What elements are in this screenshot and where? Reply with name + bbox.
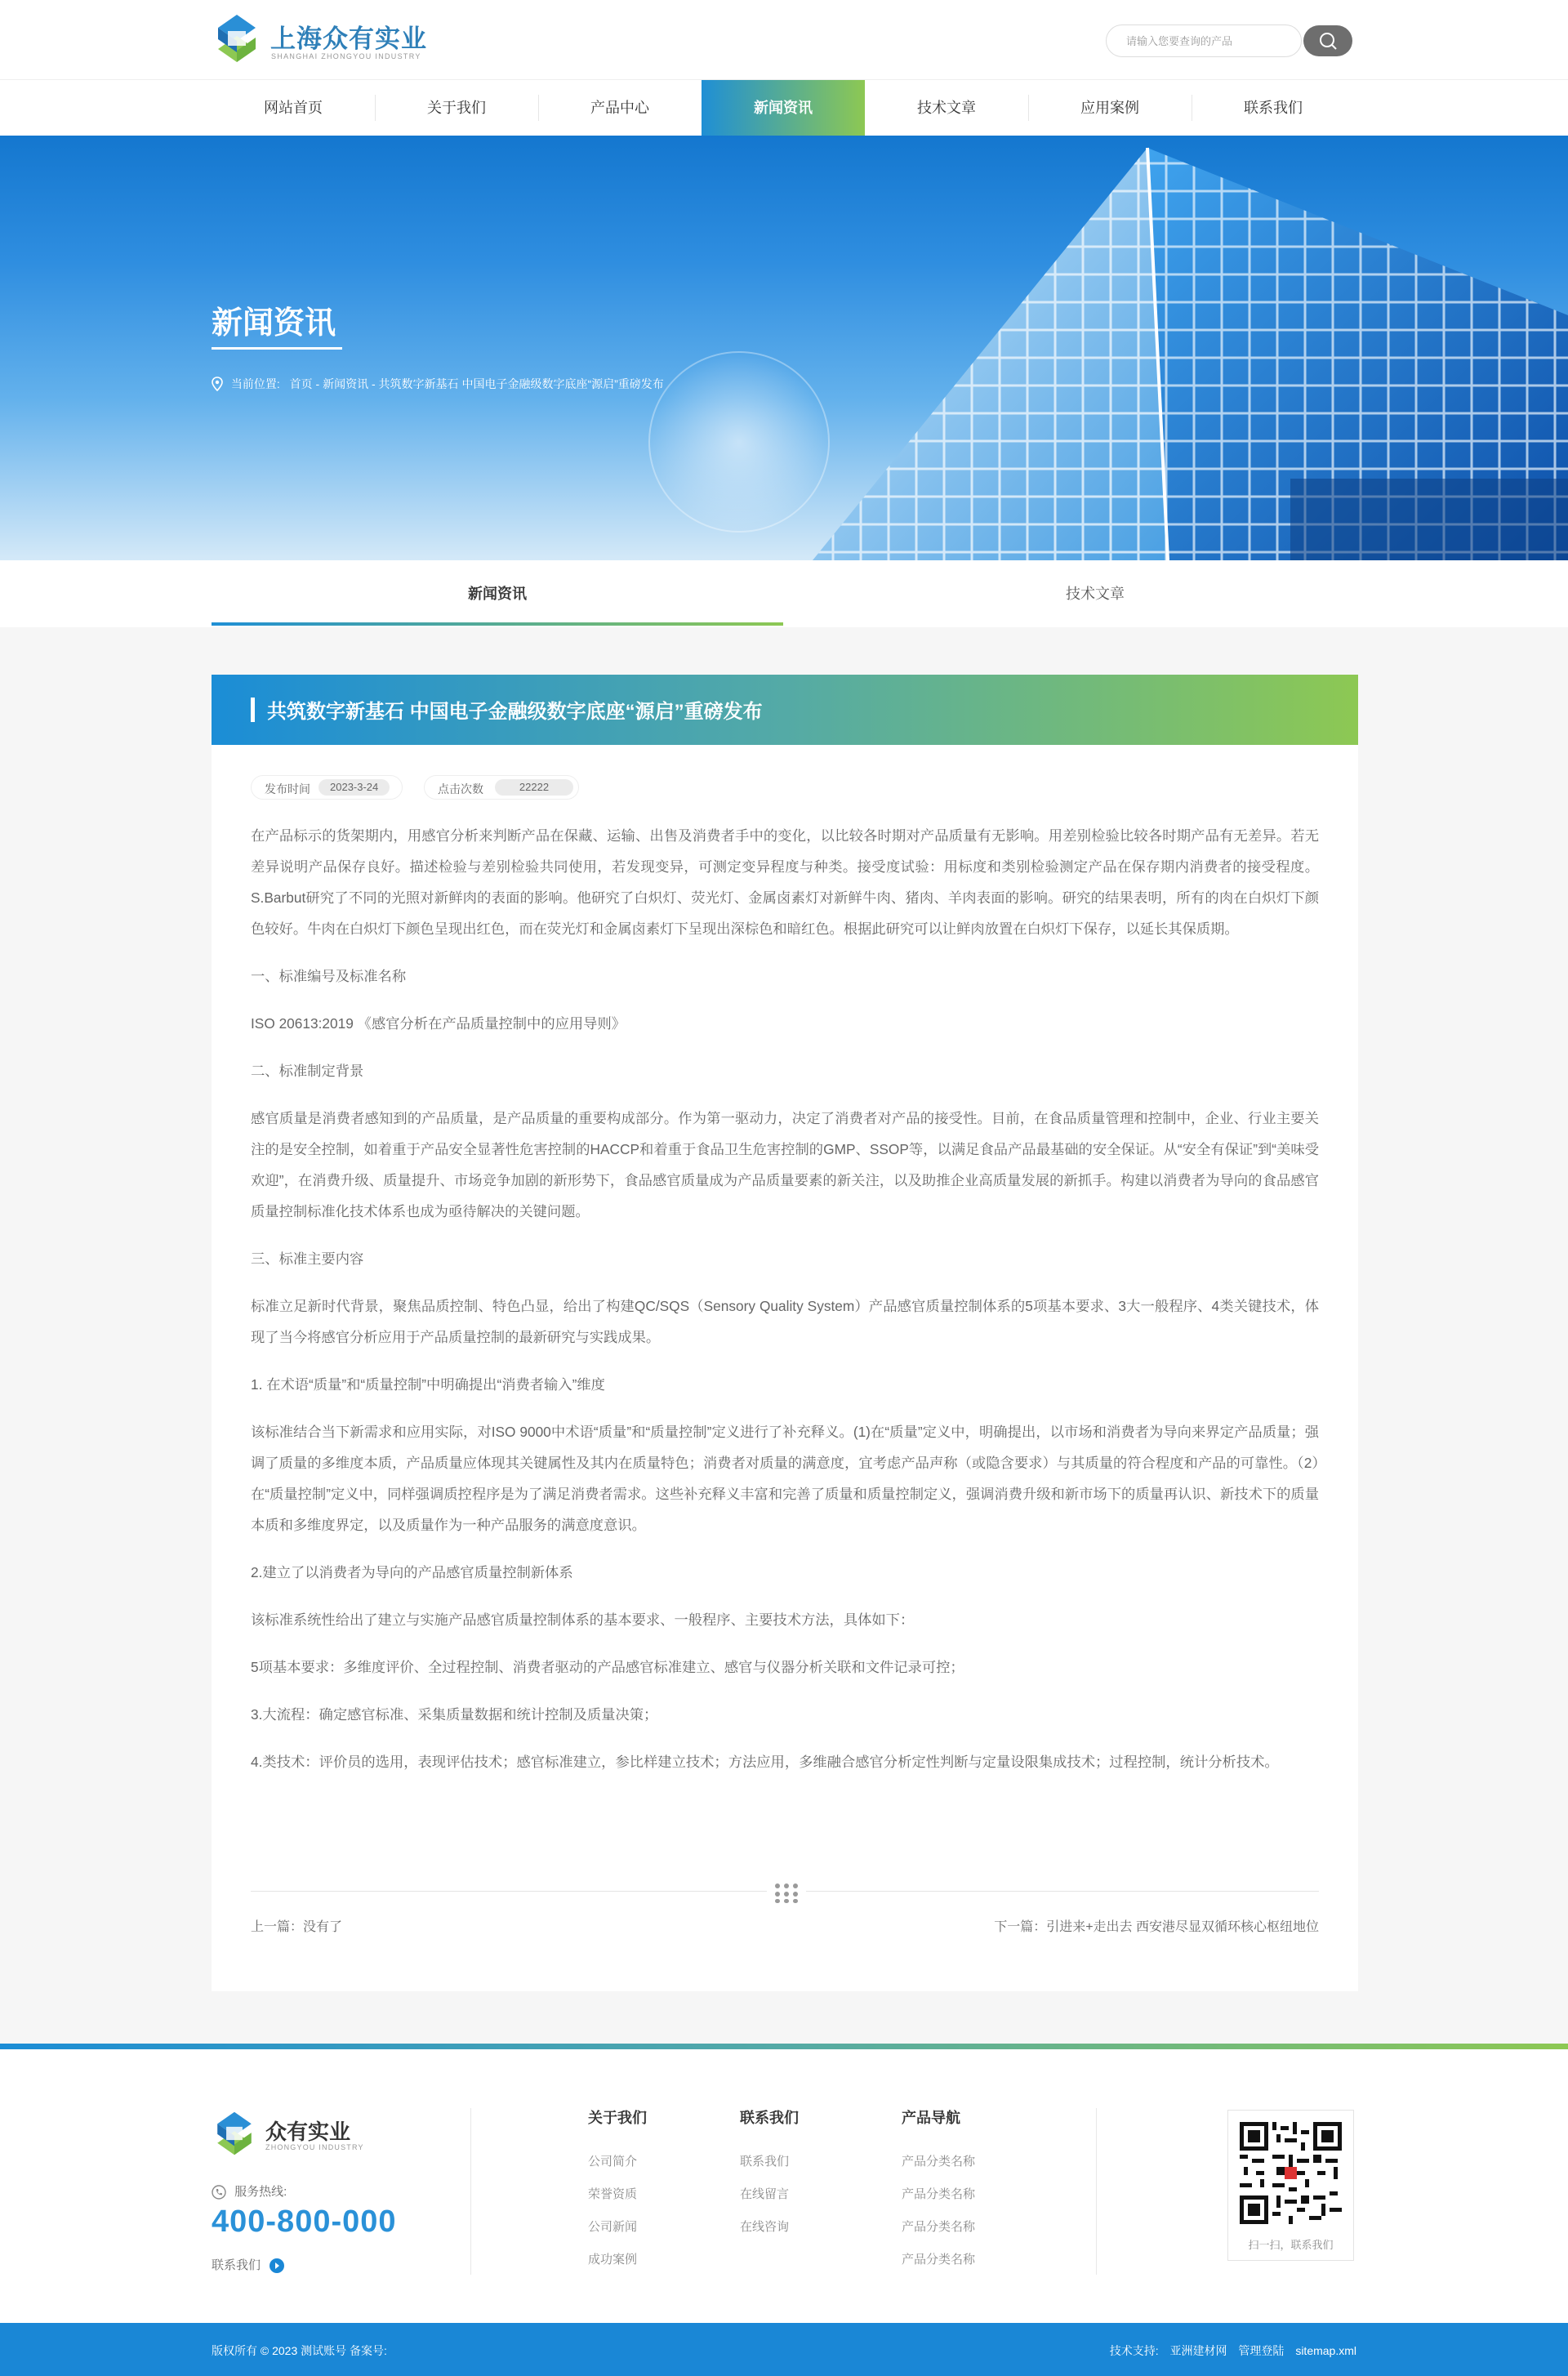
publish-date-label: 发布时间	[265, 782, 310, 796]
logo-mark-icon	[212, 2111, 257, 2156]
nav-item-about[interactable]: 关于我们	[427, 100, 486, 116]
search-bar	[1106, 25, 1352, 57]
article-paragraph: 感官质量是消费者感知到的产品质量，是产品质量的重要构成部分。作为第一驱动力，决定了消费者对产品的接受性。目前，在食品质量管理和控制中，企业、行业主要关注的是安全控制，如着重于产品安全显著性危害控制的HACCP和着重于食品卫生危害控制的GMP、SSOP等，以满足食品产品最基础的安全保证。从“安全有保证”到“美味受欢迎”，在消费升级、质量提升、市场竞争加剧的新形势下，食品感官质量成为产品质量要素的新关注，以及助推企业高质量发展的新抓手。构建以消费者为导向的食品感官质量控制标准化技术体系也成为亟待解决的关键问题。	[251, 1110, 1319, 1219]
article-heading: 三、标准主要内容	[251, 1250, 364, 1267]
nav-item-tech-articles[interactable]: 技术文章	[917, 100, 976, 116]
article-paragraph: ISO 20613:2019 《感官分析在产品质量控制中的应用导则》	[251, 1015, 626, 1032]
next-article-link[interactable]: 下一篇：引进来+走出去 西安港尽显双循环核心枢纽地位	[994, 1920, 1319, 1934]
support-link-provider[interactable]: 亚洲建材网	[1169, 2344, 1227, 2357]
article-body	[251, 820, 1319, 1794]
nav-item-contact[interactable]: 联系我们	[1244, 100, 1303, 116]
footer-col-title: 联系我们	[740, 2110, 799, 2126]
search-input[interactable]	[1126, 32, 1290, 50]
copyright-text: 版权所有 © 2023 测试账号 备案号:	[212, 2344, 387, 2357]
footer-link[interactable]: 产品分类名称	[902, 2220, 976, 2234]
footer-col-about	[588, 2106, 647, 2283]
footer-col-products	[902, 2106, 975, 2283]
hotline-label: 服务热线:	[212, 2182, 287, 2200]
title-underline	[212, 347, 342, 350]
footer-divider	[470, 2108, 471, 2275]
nav-item-cases[interactable]: 应用案例	[1080, 100, 1139, 116]
article-heading: 二、标准制定背景	[251, 1063, 364, 1079]
footer-contact-link[interactable]: 联系我们	[212, 2256, 285, 2274]
copyright-bar	[0, 2323, 1568, 2376]
sitemap-link[interactable]: sitemap.xml	[1295, 2344, 1356, 2357]
article-paragraph: 4.类技术：评价员的选用，表现评估技术；感官标准建立，参比样建立技术；方法应用，多维融合感官分析定性判断与定量设限集成技术；过程控制，统计分析技术。	[251, 1754, 1279, 1770]
qr-caption: 扫一扫，联系我们	[1248, 2239, 1334, 2251]
view-count-label: 点击次数	[438, 782, 483, 796]
main-nav	[0, 79, 1568, 136]
location-pin-icon	[212, 377, 223, 391]
footer-link[interactable]: 产品分类名称	[902, 2187, 976, 2201]
footer-link[interactable]: 产品分类名称	[902, 2253, 976, 2267]
admin-login-link[interactable]: 管理登陆	[1238, 2344, 1285, 2357]
title-accent-bar	[251, 698, 255, 722]
article-paragraph: 标准立足新时代背景，聚焦品质控制、特色凸显，给出了构建QC/SQS（Sensory Quality System）产品感官质量控制体系的5项基本要求、3大一般程序、4类关键技术，体现了当今将感官分析应用于产品质量控制的最新研究与实践成果。	[251, 1298, 1319, 1345]
footer-link[interactable]: 在线留言	[740, 2187, 790, 2201]
sub-tabs	[0, 560, 1568, 627]
footer-col-contact	[740, 2106, 799, 2250]
footer-divider	[1096, 2108, 1097, 2275]
nav-item-products[interactable]: 产品中心	[590, 100, 649, 116]
site-header	[0, 0, 1568, 79]
page-title: 新闻资讯	[212, 306, 336, 341]
brand-name-en: SHANGHAI ZHONGYOU INDUSTRY	[271, 52, 421, 60]
hotline-number: 400-800-000	[212, 2204, 397, 2239]
dots-grid-icon	[767, 1880, 806, 1903]
search-button[interactable]	[1303, 25, 1352, 56]
support-label: 技术支持:	[1109, 2344, 1159, 2357]
view-count-badge	[424, 775, 579, 800]
article-paragraph: 3.大流程：确定感官标准、采集质量数据和统计控制及质量决策；	[251, 1706, 658, 1723]
article-paragraph: 该标准结合当下新需求和应用实际，对ISO 9000中术语“质量”和“质量控制”定义进行了补充释义。(1)在“质量”定义中，明确提出，以市场和消费者为导向来界定产品质量；强调了质量的多维度本质，产品质量应体现其关键属性及其内在质量特色；消费者对质量的满意度，宜考虑产品声称（或隐含要求）与其质量的符合程度和产品的可靠性。（2）在“质量控制”定义中，同样强调质控程序是为了满足消费者需求。这些补充释义丰富和完善了质量和质量控制定义，强调消费升级和新市场下的质量再认识、新技术下的质量本质和多维度界定，以及质量作为一种产品服务的满意度意识。	[251, 1424, 1319, 1533]
article-paragraph: 5项基本要求：多维度评价、全过程控制、消费者驱动的产品感官标准建立、感官与仪器分析关联和文件记录可控；	[251, 1659, 964, 1675]
article-paragraph: 该标准系统性给出了建立与实施产品感官质量控制体系的基本要求、一般程序、主要技术方法，具体如下：	[251, 1611, 915, 1628]
article-subheading: 2.建立了以消费者为导向的产品感官质量控制新体系	[251, 1564, 573, 1580]
qr-code-icon	[1240, 2122, 1342, 2224]
search-icon	[1303, 25, 1352, 56]
tab-news[interactable]: 新闻资讯	[468, 586, 527, 602]
article-heading: 一、标准编号及标准名称	[251, 968, 407, 984]
active-tab-indicator	[212, 622, 783, 626]
footer-link[interactable]: 在线咨询	[740, 2220, 790, 2234]
nav-item-news[interactable]: 新闻资讯	[702, 80, 865, 136]
footer-brand-name-en: ZHONGYOU INDUSTRY	[265, 2143, 364, 2151]
footer-brand-name: 众有实业	[265, 2120, 351, 2144]
footer-link[interactable]: 公司简介	[588, 2155, 638, 2169]
footer-link[interactable]: 联系我们	[740, 2155, 790, 2169]
article-header	[212, 675, 1358, 745]
nav-item-home[interactable]: 网站首页	[264, 100, 323, 116]
breadcrumb-path[interactable]: 首页 - 新闻资讯 - 共筑数字新基石 中国电子金融级数字底座“源启”重磅发布	[289, 377, 664, 390]
arrow-right-circle-icon	[269, 2258, 285, 2274]
breadcrumb	[212, 376, 664, 392]
footer-link[interactable]: 产品分类名称	[902, 2155, 976, 2169]
tech-support	[1110, 2343, 1356, 2359]
publish-date-value: 2023-3-24	[318, 779, 390, 796]
article-title: 共筑数字新基石 中国电子金融级数字底座“源启”重磅发布	[267, 701, 763, 723]
article-subheading: 1. 在术语“质量”和“质量控制”中明确提出“消费者输入”维度	[251, 1376, 605, 1393]
footer-logo[interactable]	[212, 2111, 375, 2156]
view-count-value: 22222	[495, 779, 573, 796]
footer-link[interactable]: 成功案例	[588, 2253, 638, 2267]
breadcrumb-prefix: 当前位置:	[230, 377, 280, 390]
prev-article-link[interactable]: 上一篇：没有了	[251, 1920, 343, 1934]
footer-link[interactable]: 荣誉资质	[588, 2187, 638, 2201]
footer-col-title: 产品导航	[902, 2110, 960, 2126]
publish-date-badge	[251, 775, 403, 800]
brand-name: 上海众有实业	[270, 25, 427, 53]
page-banner	[0, 136, 1568, 560]
footer-col-title: 关于我们	[588, 2110, 647, 2126]
logo-mark-icon	[212, 13, 262, 64]
site-logo[interactable]	[212, 13, 432, 64]
article-paragraph: 在产品标示的货架期内，用感官分析来判断产品在保藏、运输、出售及消费者手中的变化，以比较各时期对产品质量有无影响。用差别检验比较各时期产品有无差异。若无差异说明产品保存良好。描述检验与差别检验共同使用，若发现变异，可测定变异程度与种类。接受度试验：用标度和类别检验测定产品在保存期内消费者的接受程度。S.Barbut研究了不同的光照对新鲜肉的表面的影响。他研究了白炽灯、荧光灯、金属卤素灯对新鲜牛肉、猪肉、羊肉表面的影响。研究的结果表明，所有的肉在白炽灯下颜色较好。牛肉在白炽灯下颜色呈现出红色，而在荧光灯和金属卤素灯下呈现出深棕色和暗红色。根据此研究可以让鲜肉放置在白炽灯下保存，以延长其保质期。	[251, 827, 1319, 937]
footer-link[interactable]: 公司新闻	[588, 2220, 638, 2234]
tab-tech-articles[interactable]: 技术文章	[1066, 586, 1125, 602]
footer-accent-bar	[0, 2044, 1568, 2049]
article-card	[212, 675, 1358, 1991]
phone-icon	[212, 2185, 226, 2200]
site-footer	[0, 2049, 1568, 2323]
qr-code-card	[1227, 2110, 1354, 2261]
search-box	[1106, 25, 1302, 57]
